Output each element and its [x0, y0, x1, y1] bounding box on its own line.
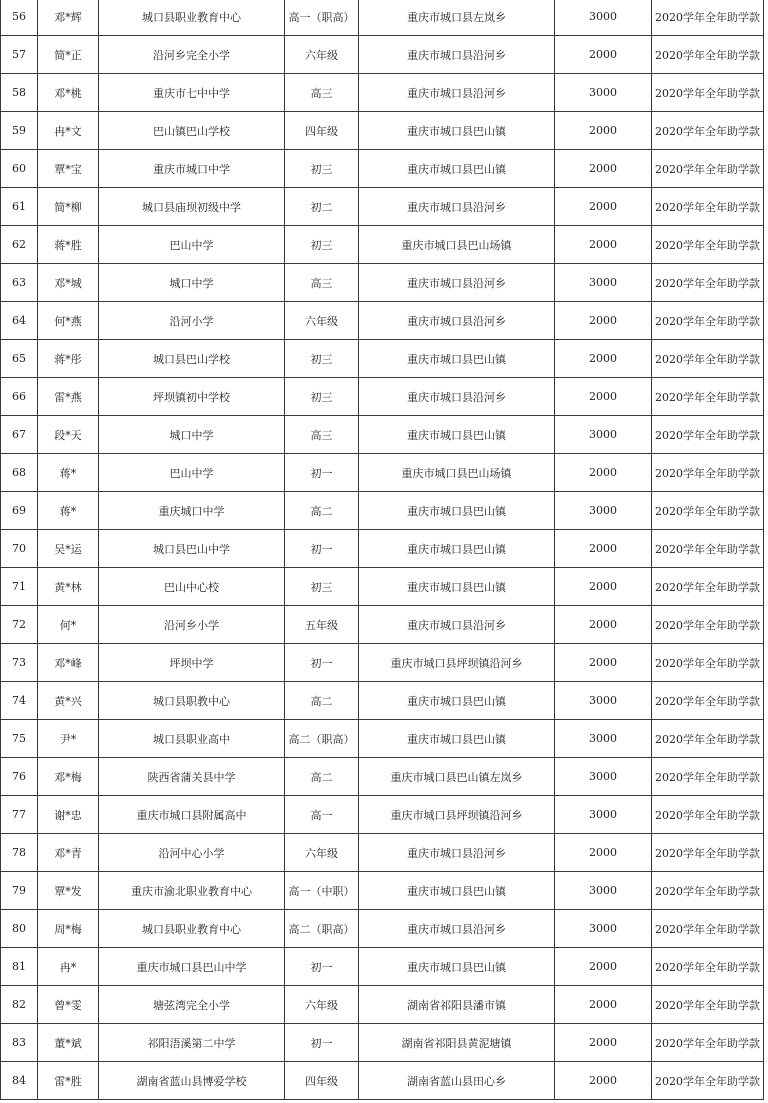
purpose-cell: 2020学年全年助学款	[652, 606, 764, 644]
address-cell: 重庆市城口县巴山镇	[359, 150, 555, 188]
amount-cell: 2000	[555, 644, 652, 682]
school-cell: 城口县职业教育中心	[99, 910, 285, 948]
name-cell: 冉*文	[38, 112, 99, 150]
row-number-cell: 65	[1, 340, 38, 378]
name-cell: 周*梅	[38, 910, 99, 948]
address-cell: 重庆市城口县巴山镇	[359, 416, 555, 454]
grade-cell: 六年级	[285, 986, 359, 1024]
amount-cell: 3000	[555, 492, 652, 530]
name-cell: 邓*青	[38, 834, 99, 872]
row-number-cell: 64	[1, 302, 38, 340]
purpose-cell: 2020学年全年助学款	[652, 530, 764, 568]
purpose-cell: 2020学年全年助学款	[652, 340, 764, 378]
row-number-cell: 67	[1, 416, 38, 454]
purpose-cell: 2020学年全年助学款	[652, 910, 764, 948]
amount-cell: 3000	[555, 264, 652, 302]
amount-cell: 2000	[555, 378, 652, 416]
purpose-cell: 2020学年全年助学款	[652, 302, 764, 340]
grade-cell: 初三	[285, 568, 359, 606]
name-cell: 简*柳	[38, 188, 99, 226]
address-cell: 重庆市城口县沿河乡	[359, 606, 555, 644]
grade-cell: 初一	[285, 454, 359, 492]
amount-cell: 3000	[555, 910, 652, 948]
address-cell: 重庆市城口县巴山镇	[359, 530, 555, 568]
name-cell: 何*	[38, 606, 99, 644]
school-cell: 城口县巴山学校	[99, 340, 285, 378]
school-cell: 重庆市城口中学	[99, 150, 285, 188]
name-cell: 雷*胜	[38, 1062, 99, 1100]
school-cell: 祁阳浯溪第二中学	[99, 1024, 285, 1062]
table-row	[1, 226, 764, 264]
table-row	[1, 492, 764, 530]
address-cell: 重庆市城口县巴山镇	[359, 112, 555, 150]
school-cell: 城口县庙坝初级中学	[99, 188, 285, 226]
address-cell: 重庆市城口县沿河乡	[359, 910, 555, 948]
name-cell: 曾*雯	[38, 986, 99, 1024]
address-cell: 重庆市城口县巴山镇	[359, 568, 555, 606]
grade-cell: 高三	[285, 264, 359, 302]
amount-cell: 2000	[555, 302, 652, 340]
row-number-cell: 73	[1, 644, 38, 682]
grade-cell: 五年级	[285, 606, 359, 644]
school-cell: 重庆市渝北职业教育中心	[99, 872, 285, 910]
address-cell: 重庆市城口县巴山镇	[359, 340, 555, 378]
school-cell: 城口县职业高中	[99, 720, 285, 758]
grade-cell: 高二	[285, 492, 359, 530]
name-cell: 蒋*	[38, 454, 99, 492]
grade-cell: 高一	[285, 796, 359, 834]
row-number-cell: 66	[1, 378, 38, 416]
purpose-cell: 2020学年全年助学款	[652, 112, 764, 150]
name-cell: 简*正	[38, 36, 99, 74]
school-cell: 坪坝镇初中学校	[99, 378, 285, 416]
table-row	[1, 340, 764, 378]
school-cell: 塘弦湾完全小学	[99, 986, 285, 1024]
purpose-cell: 2020学年全年助学款	[652, 188, 764, 226]
table-row	[1, 36, 764, 74]
address-cell: 重庆市城口县沿河乡	[359, 834, 555, 872]
row-number-cell: 57	[1, 36, 38, 74]
row-number-cell: 72	[1, 606, 38, 644]
school-cell: 沿河乡小学	[99, 606, 285, 644]
purpose-cell: 2020学年全年助学款	[652, 226, 764, 264]
amount-cell: 3000	[555, 720, 652, 758]
address-cell: 重庆市城口县巴山场镇	[359, 226, 555, 264]
address-cell: 重庆市城口县沿河乡	[359, 36, 555, 74]
table-row	[1, 264, 764, 302]
school-cell: 重庆市城口县巴山中学	[99, 948, 285, 986]
school-cell: 城口中学	[99, 416, 285, 454]
address-cell: 重庆市城口县沿河乡	[359, 188, 555, 226]
row-number-cell: 61	[1, 188, 38, 226]
purpose-cell: 2020学年全年助学款	[652, 682, 764, 720]
table-body	[1, 0, 764, 1100]
name-cell: 雷*燕	[38, 378, 99, 416]
address-cell: 重庆市城口县左岚乡	[359, 0, 555, 36]
row-number-cell: 69	[1, 492, 38, 530]
table-row	[1, 606, 764, 644]
amount-cell: 2000	[555, 36, 652, 74]
school-cell: 城口县职教中心	[99, 682, 285, 720]
table-row	[1, 530, 764, 568]
name-cell: 谢*忠	[38, 796, 99, 834]
row-number-cell: 62	[1, 226, 38, 264]
amount-cell: 3000	[555, 796, 652, 834]
school-cell: 沿河小学	[99, 302, 285, 340]
address-cell: 重庆市城口县沿河乡	[359, 264, 555, 302]
row-number-cell: 71	[1, 568, 38, 606]
table-row	[1, 1024, 764, 1062]
address-cell: 重庆市城口县巴山镇	[359, 872, 555, 910]
school-cell: 陕西省蒲关县中学	[99, 758, 285, 796]
table-row	[1, 454, 764, 492]
school-cell: 湖南省蓝山县博爱学校	[99, 1062, 285, 1100]
school-cell: 坪坝中学	[99, 644, 285, 682]
amount-cell: 2000	[555, 226, 652, 264]
grade-cell: 初二	[285, 188, 359, 226]
table-row	[1, 872, 764, 910]
school-cell: 重庆市七中中学	[99, 74, 285, 112]
purpose-cell: 2020学年全年助学款	[652, 948, 764, 986]
purpose-cell: 2020学年全年助学款	[652, 834, 764, 872]
purpose-cell: 2020学年全年助学款	[652, 1024, 764, 1062]
school-cell: 巴山中学	[99, 226, 285, 264]
amount-cell: 3000	[555, 0, 652, 36]
school-cell: 重庆市城口县附属高中	[99, 796, 285, 834]
table-row	[1, 796, 764, 834]
grade-cell: 四年级	[285, 112, 359, 150]
name-cell: 邓*峰	[38, 644, 99, 682]
name-cell: 邓*梅	[38, 758, 99, 796]
table-row	[1, 568, 764, 606]
amount-cell: 2000	[555, 1062, 652, 1100]
purpose-cell: 2020学年全年助学款	[652, 758, 764, 796]
name-cell: 黄*兴	[38, 682, 99, 720]
grade-cell: 初三	[285, 340, 359, 378]
table-row	[1, 758, 764, 796]
table-row	[1, 416, 764, 454]
table-row	[1, 682, 764, 720]
amount-cell: 2000	[555, 112, 652, 150]
purpose-cell: 2020学年全年助学款	[652, 36, 764, 74]
grade-cell: 高三	[285, 74, 359, 112]
table-row	[1, 1062, 764, 1100]
grade-cell: 六年级	[285, 834, 359, 872]
row-number-cell: 80	[1, 910, 38, 948]
amount-cell: 2000	[555, 606, 652, 644]
table-row	[1, 302, 764, 340]
purpose-cell: 2020学年全年助学款	[652, 150, 764, 188]
name-cell: 蒋*	[38, 492, 99, 530]
name-cell: 段*天	[38, 416, 99, 454]
name-cell: 覃*宝	[38, 150, 99, 188]
address-cell: 重庆市城口县巴山镇左岚乡	[359, 758, 555, 796]
row-number-cell: 76	[1, 758, 38, 796]
name-cell: 黄*林	[38, 568, 99, 606]
amount-cell: 3000	[555, 416, 652, 454]
table-row	[1, 74, 764, 112]
row-number-cell: 58	[1, 74, 38, 112]
purpose-cell: 2020学年全年助学款	[652, 492, 764, 530]
row-number-cell: 59	[1, 112, 38, 150]
school-cell: 城口县职业教育中心	[99, 0, 285, 36]
address-cell: 重庆市城口县巴山镇	[359, 682, 555, 720]
amount-cell: 2000	[555, 986, 652, 1024]
address-cell: 重庆市城口县坪坝镇沿河乡	[359, 644, 555, 682]
name-cell: 尹*	[38, 720, 99, 758]
address-cell: 重庆市城口县沿河乡	[359, 378, 555, 416]
school-cell: 巴山中学	[99, 454, 285, 492]
table-row	[1, 112, 764, 150]
school-cell: 沿河中心小学	[99, 834, 285, 872]
table-row	[1, 834, 764, 872]
address-cell: 重庆市城口县巴山镇	[359, 948, 555, 986]
purpose-cell: 2020学年全年助学款	[652, 0, 764, 36]
amount-cell: 3000	[555, 682, 652, 720]
purpose-cell: 2020学年全年助学款	[652, 454, 764, 492]
amount-cell: 2000	[555, 530, 652, 568]
amount-cell: 2000	[555, 1024, 652, 1062]
row-number-cell: 75	[1, 720, 38, 758]
row-number-cell: 74	[1, 682, 38, 720]
grade-cell: 初一	[285, 530, 359, 568]
amount-cell: 2000	[555, 454, 652, 492]
purpose-cell: 2020学年全年助学款	[652, 264, 764, 302]
purpose-cell: 2020学年全年助学款	[652, 568, 764, 606]
name-cell: 何*燕	[38, 302, 99, 340]
address-cell: 湖南省祁阳县潘市镇	[359, 986, 555, 1024]
table-row	[1, 150, 764, 188]
purpose-cell: 2020学年全年助学款	[652, 872, 764, 910]
purpose-cell: 2020学年全年助学款	[652, 720, 764, 758]
row-number-cell: 84	[1, 1062, 38, 1100]
grade-cell: 四年级	[285, 1062, 359, 1100]
row-number-cell: 81	[1, 948, 38, 986]
purpose-cell: 2020学年全年助学款	[652, 644, 764, 682]
address-cell: 重庆市城口县坪坝镇沿河乡	[359, 796, 555, 834]
table-row	[1, 644, 764, 682]
row-number-cell: 68	[1, 454, 38, 492]
amount-cell: 2000	[555, 948, 652, 986]
address-cell: 湖南省蓝山县田心乡	[359, 1062, 555, 1100]
address-cell: 湖南省祁阳县黄泥塘镇	[359, 1024, 555, 1062]
grade-cell: 初一	[285, 644, 359, 682]
name-cell: 董*斌	[38, 1024, 99, 1062]
purpose-cell: 2020学年全年助学款	[652, 1062, 764, 1100]
purpose-cell: 2020学年全年助学款	[652, 986, 764, 1024]
purpose-cell: 2020学年全年助学款	[652, 74, 764, 112]
school-cell: 城口县巴山中学	[99, 530, 285, 568]
grade-cell: 高一（中职）	[285, 872, 359, 910]
name-cell: 邓*桃	[38, 74, 99, 112]
school-cell: 城口中学	[99, 264, 285, 302]
grade-cell: 六年级	[285, 302, 359, 340]
table-row	[1, 986, 764, 1024]
row-number-cell: 78	[1, 834, 38, 872]
row-number-cell: 82	[1, 986, 38, 1024]
table-row	[1, 0, 764, 36]
name-cell: 邓*城	[38, 264, 99, 302]
table-row	[1, 720, 764, 758]
purpose-cell: 2020学年全年助学款	[652, 416, 764, 454]
table-row	[1, 910, 764, 948]
grade-cell: 高一（职高）	[285, 0, 359, 36]
name-cell: 蒋*胜	[38, 226, 99, 264]
amount-cell: 2000	[555, 834, 652, 872]
name-cell: 邓*辉	[38, 0, 99, 36]
amount-cell: 3000	[555, 872, 652, 910]
purpose-cell: 2020学年全年助学款	[652, 796, 764, 834]
address-cell: 重庆市城口县巴山场镇	[359, 454, 555, 492]
grade-cell: 高二	[285, 758, 359, 796]
table-row	[1, 378, 764, 416]
table-row	[1, 188, 764, 226]
amount-cell: 3000	[555, 758, 652, 796]
address-cell: 重庆市城口县巴山镇	[359, 720, 555, 758]
grade-cell: 六年级	[285, 36, 359, 74]
grade-cell: 初三	[285, 226, 359, 264]
school-cell: 重庆城口中学	[99, 492, 285, 530]
school-cell: 沿河乡完全小学	[99, 36, 285, 74]
table-row	[1, 948, 764, 986]
name-cell: 覃*发	[38, 872, 99, 910]
school-cell: 巴山中心校	[99, 568, 285, 606]
grade-cell: 初一	[285, 1024, 359, 1062]
row-number-cell: 60	[1, 150, 38, 188]
grade-cell: 高三	[285, 416, 359, 454]
row-number-cell: 77	[1, 796, 38, 834]
purpose-cell: 2020学年全年助学款	[652, 378, 764, 416]
address-cell: 重庆市城口县沿河乡	[359, 74, 555, 112]
name-cell: 蒋*彤	[38, 340, 99, 378]
grade-cell: 初三	[285, 150, 359, 188]
row-number-cell: 56	[1, 0, 38, 36]
address-cell: 重庆市城口县沿河乡	[359, 302, 555, 340]
row-number-cell: 63	[1, 264, 38, 302]
grade-cell: 高二	[285, 682, 359, 720]
row-number-cell: 79	[1, 872, 38, 910]
name-cell: 冉*	[38, 948, 99, 986]
amount-cell: 2000	[555, 340, 652, 378]
grade-cell: 高二（职高）	[285, 910, 359, 948]
grade-cell: 初一	[285, 948, 359, 986]
amount-cell: 3000	[555, 74, 652, 112]
amount-cell: 2000	[555, 188, 652, 226]
grade-cell: 初三	[285, 378, 359, 416]
row-number-cell: 70	[1, 530, 38, 568]
row-number-cell: 83	[1, 1024, 38, 1062]
grade-cell: 高二（职高）	[285, 720, 359, 758]
school-cell: 巴山镇巴山学校	[99, 112, 285, 150]
name-cell: 吴*运	[38, 530, 99, 568]
amount-cell: 2000	[555, 150, 652, 188]
address-cell: 重庆市城口县巴山镇	[359, 492, 555, 530]
amount-cell: 2000	[555, 568, 652, 606]
